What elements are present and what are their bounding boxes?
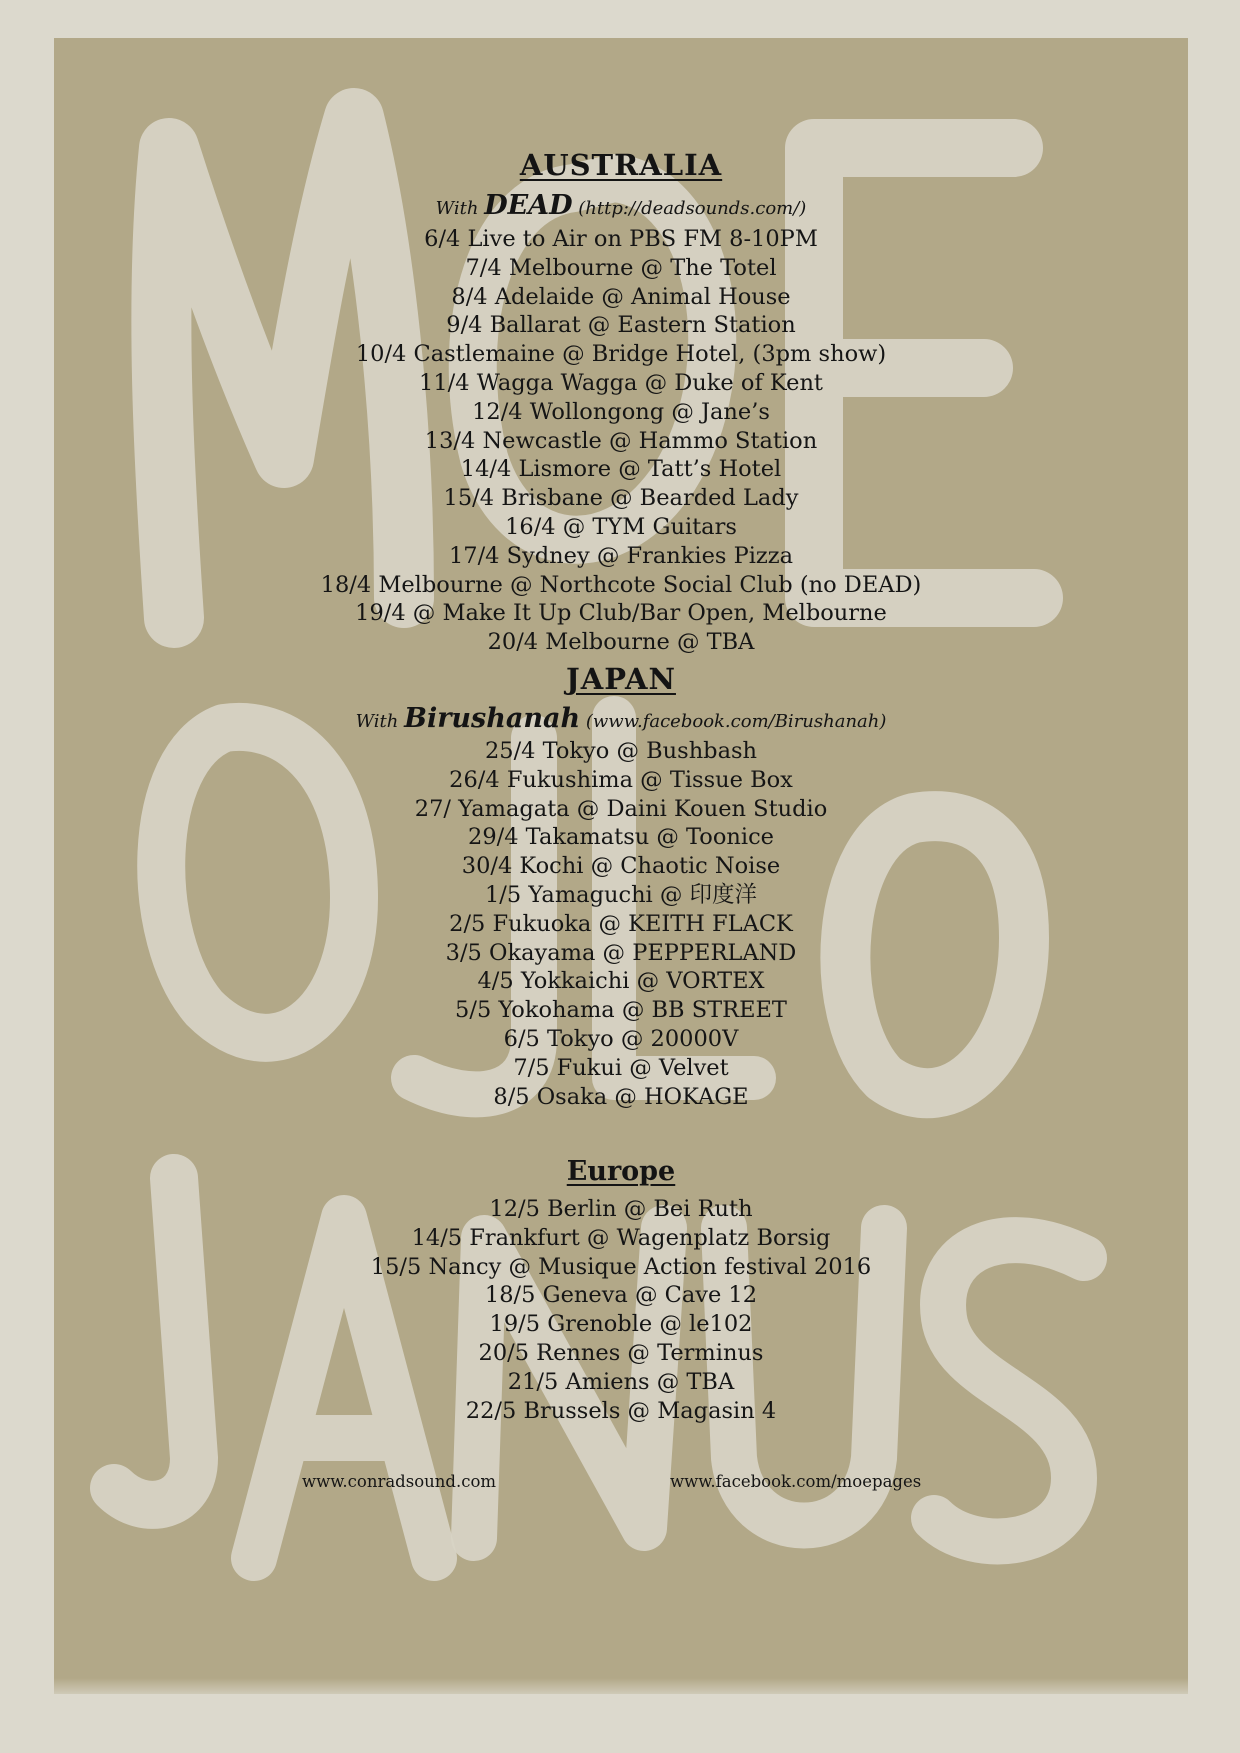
gig-item: 8/4 Adelaide @ Animal House: [451, 283, 791, 310]
gig-item: 22/5 Brussels @ Magasin 4: [465, 1397, 777, 1424]
support-line-australia: [54, 190, 1188, 222]
gig-item: 7/4 Melbourne @ The Totel: [465, 254, 777, 281]
gig-list-australia: [54, 225, 1188, 657]
with-prefix: With: [435, 198, 479, 219]
support-band-link[interactable]: (http://deadsounds.com/): [578, 198, 807, 219]
gig-item: 2/5 Fukuoka @ KEITH FLACK: [449, 910, 793, 937]
gig-item: 15/5 Nancy @ Musique Action festival 2016: [370, 1253, 872, 1280]
gig-item: 10/4 Castlemaine @ Bridge Hotel, (3pm show): [355, 341, 887, 368]
gig-item: 4/5 Yokkaichi @ VORTEX: [477, 968, 765, 995]
gig-item: 16/4 @ TYM Guitars: [505, 513, 737, 540]
poster: [54, 38, 1188, 1694]
support-band-birushanah: Birushanah: [404, 703, 581, 734]
gig-item: 12/4 Wollongong @ Jane’s: [472, 398, 770, 425]
gig-item: 18/5 Geneva @ Cave 12: [484, 1282, 758, 1309]
gig-item: 13/4 Newcastle @ Hammo Station: [424, 427, 818, 454]
support-line-japan: [54, 703, 1188, 735]
gig-item: 18/4 Melbourne @ Northcote Social Club (no DEAD): [320, 571, 922, 598]
with-prefix: With: [355, 711, 399, 732]
gig-list-europe: [54, 1195, 1188, 1425]
gig-item: 27/ Yamagata @ Daini Kouen Studio: [414, 795, 828, 822]
gig-item: 9/4 Ballarat @ Eastern Station: [446, 312, 796, 339]
section-title-australia: AUSTRALIA: [519, 148, 723, 182]
gig-item: 19/5 Grenoble @ le102: [489, 1311, 753, 1338]
footer-link-conradsound[interactable]: www.conradsound.com: [302, 1472, 497, 1491]
support-band-dead: DEAD: [484, 190, 573, 221]
gig-item: 12/5 Berlin @ Bei Ruth: [489, 1196, 753, 1222]
gig-item: 5/5 Yokohama @ BB STREET: [455, 997, 787, 1024]
gig-item: 30/4 Kochi @ Chaotic Noise: [461, 853, 781, 880]
gig-item: 29/4 Takamatsu @ Toonice: [468, 824, 774, 851]
support-band-link[interactable]: (www.facebook.com/Birushanah): [585, 711, 887, 732]
gig-item: 1/5 Yamaguchi @ 印度洋: [484, 881, 758, 908]
gig-item: 14/5 Frankfurt @ Wagenplatz Borsig: [411, 1224, 831, 1251]
gig-item: 25/4 Tokyo @ Bushbash: [484, 738, 758, 764]
gig-item: 20/4 Melbourne @ TBA: [487, 629, 755, 656]
gig-item: 7/5 Fukui @ Velvet: [513, 1054, 729, 1081]
gig-item: 3/5 Okayama @ PEPPERLAND: [445, 939, 797, 966]
gig-item: 19/4 @ Make It Up Club/Bar Open, Melbourne: [355, 600, 887, 627]
poster-bottom-edge: [54, 1678, 1188, 1694]
gig-item: 15/4 Brisbane @ Bearded Lady: [443, 485, 799, 512]
gig-item: 8/5 Osaka @ HOKAGE: [493, 1083, 749, 1110]
footer-link-facebook[interactable]: www.facebook.com/moepages: [670, 1472, 922, 1491]
section-title-europe: Europe: [566, 1156, 676, 1187]
gig-item: 20/5 Rennes @ Terminus: [478, 1339, 764, 1366]
gig-item: 14/4 Lismore @ Tatt’s Hotel: [460, 456, 782, 483]
gig-item: 6/4 Live to Air on PBS FM 8-10PM: [424, 226, 818, 252]
gig-list-japan: [54, 737, 1188, 1111]
gig-item: 26/4 Fukushima @ Tissue Box: [449, 766, 793, 793]
gig-item: 17/4 Sydney @ Frankies Pizza: [448, 542, 794, 569]
gig-item: 6/5 Tokyo @ 20000V: [503, 1025, 739, 1052]
section-title-japan: JAPAN: [566, 662, 676, 696]
gig-item: 11/4 Wagga Wagga @ Duke of Kent: [419, 369, 823, 396]
gig-item: 21/5 Amiens @ TBA: [507, 1368, 735, 1395]
